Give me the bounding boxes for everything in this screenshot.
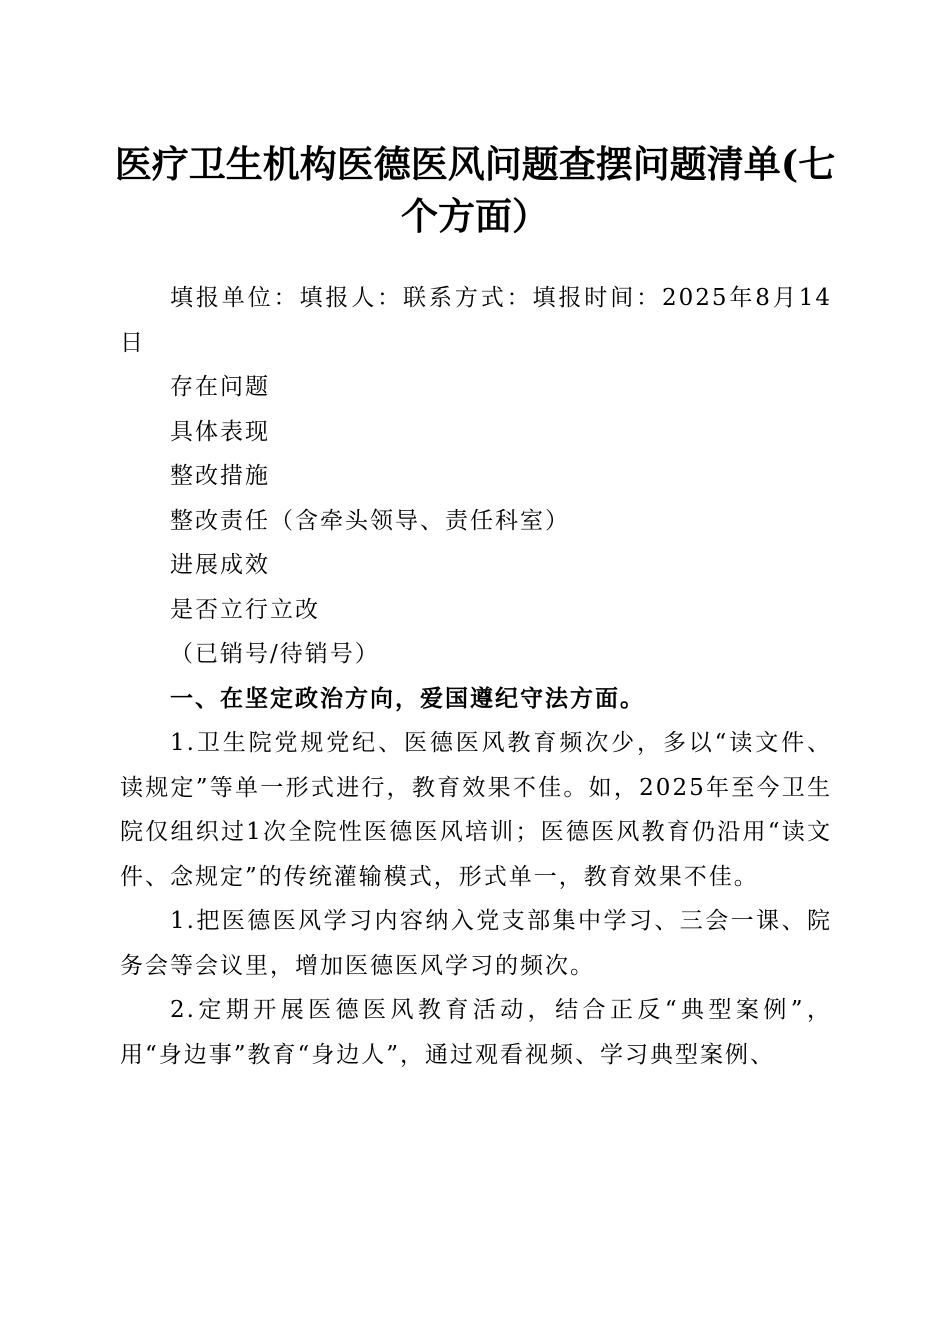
measure-paragraph: 2.定期开展医德医风教育活动，结合正反“典型案例”，用“身边事”教育“身边人”，通过观看视频、学习典型案例、 <box>120 997 832 1068</box>
section-heading: 一、在坚定政治方向，爱国遵纪守法方面。 <box>170 685 645 712</box>
document-title <box>90 138 860 242</box>
title-line-2: 个方面） <box>401 194 549 238</box>
header-item: 存在问题 <box>170 374 270 400</box>
document-body <box>120 276 832 1077</box>
meta-line: 填报单位：填报人：联系方式：填报时间：2025年8月14日 <box>120 285 832 356</box>
header-item: 是否立行立改 <box>170 596 320 623</box>
header-item: 整改责任（含牵头领导、责任科室） <box>170 507 570 534</box>
header-item: 进展成效 <box>170 552 270 578</box>
header-item: 整改措施 <box>170 463 270 489</box>
title-line-1: 医疗卫生机构医德医风问题查摆问题清单(七 <box>114 142 836 186</box>
problem-paragraph: 1.卫生院党规党纪、医德医风教育频次少，多以“读文件、读规定”等单一形式进行，教育效果不佳。如，2025年至今卫生院仅组织过1次全院性医德医风培训；医德医风教育仍沿用“读文件、念规定”的传统灌输模式，形式单一，教育效果不佳。 <box>120 730 832 890</box>
header-item: （已销号/待销号） <box>170 641 380 667</box>
header-item: 具体表现 <box>170 418 270 445</box>
measure-paragraph: 1.把医德医风学习内容纳入党支部集中学习、三会一课、院务会等会议里，增加医德医风学习的频次。 <box>120 908 832 979</box>
